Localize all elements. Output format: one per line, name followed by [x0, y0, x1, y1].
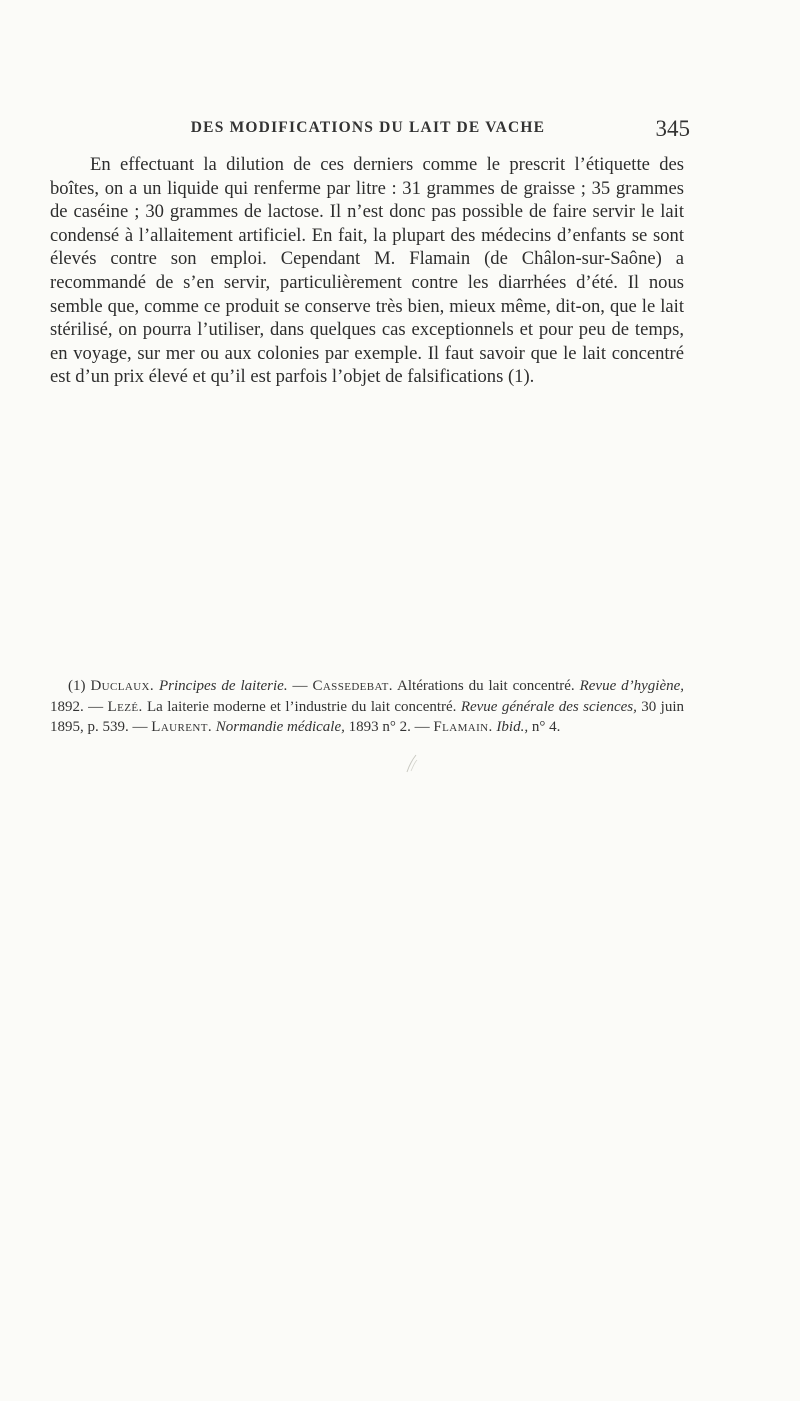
footnote-ibid: Ibid.,	[496, 719, 529, 735]
footnote-author-flamain: Flamain.	[433, 719, 493, 735]
footnote-separator: —	[287, 678, 313, 694]
footnote-journal-revue-hygiene: Revue d’hygiène,	[579, 678, 685, 694]
footnote-journal-revue-generale: Revue générale des sciences,	[460, 698, 637, 715]
footnote-text-laiterie: La laiterie moderne et l’industrie du lait concentré.	[142, 698, 461, 715]
footnote-text-alterations: Altérations du lait concentré.	[392, 678, 580, 694]
page-number: 345	[655, 116, 690, 141]
footnote-author-duclaux: Duclaux.	[90, 678, 155, 694]
footnote-author-leze: Lezé.	[107, 698, 143, 715]
footnote-author-cassedebat: Cassedebat.	[312, 678, 393, 694]
footnote-text-1893: 1893 n° 2. —	[344, 719, 434, 735]
ink-smudge	[404, 752, 420, 774]
footnote	[50, 676, 684, 738]
running-title: DES MODIFICATIONS DU LAIT DE VACHE	[190, 119, 546, 136]
footnote-work-principes: Principes de laiterie.	[159, 678, 288, 694]
footnote-text-no4: n° 4.	[528, 719, 561, 735]
footnote-journal-normandie: Normandie médicale,	[215, 719, 345, 735]
footnote-author-laurent: Laurent.	[151, 719, 212, 735]
running-head	[118, 116, 690, 144]
body-paragraph: En effectuant la dilution de ces derniers comme le prescrit l’étiquette des boîtes, on a un liquide qui renferme par litre : 31 grammes de graisse ; 35 grammes de caséine ; 30 grammes de lactose. Il n’est donc pas possible de faire servir le lait condensé à l’allaitement artificiel. En fait, la plupart des médecins d’enfants se sont élevés contre son emploi. Cependant M. Flamain (de Châlon-sur-Saône) a recommandé de s’en servir, particulièrement contre les diarrhées d’été. Il nous semble que, comme ce produit se conserve très bien, mieux même, dit-on, que le lait stérilisé, on pourra l’utiliser, dans quelques cas exceptionnels et pour peu de temps, en voyage, sur mer ou aux colonies par exemple. Il faut savoir que le lait concentré est d’un prix élevé et qu’il est parfois l’objet de falsifications (1).	[50, 154, 684, 388]
footnote-marker: (1)	[68, 678, 86, 694]
footnote-text-1895: 30 juin 1895, p. 539. —	[50, 698, 684, 735]
footnote-text-1892: 1892. —	[50, 698, 108, 715]
